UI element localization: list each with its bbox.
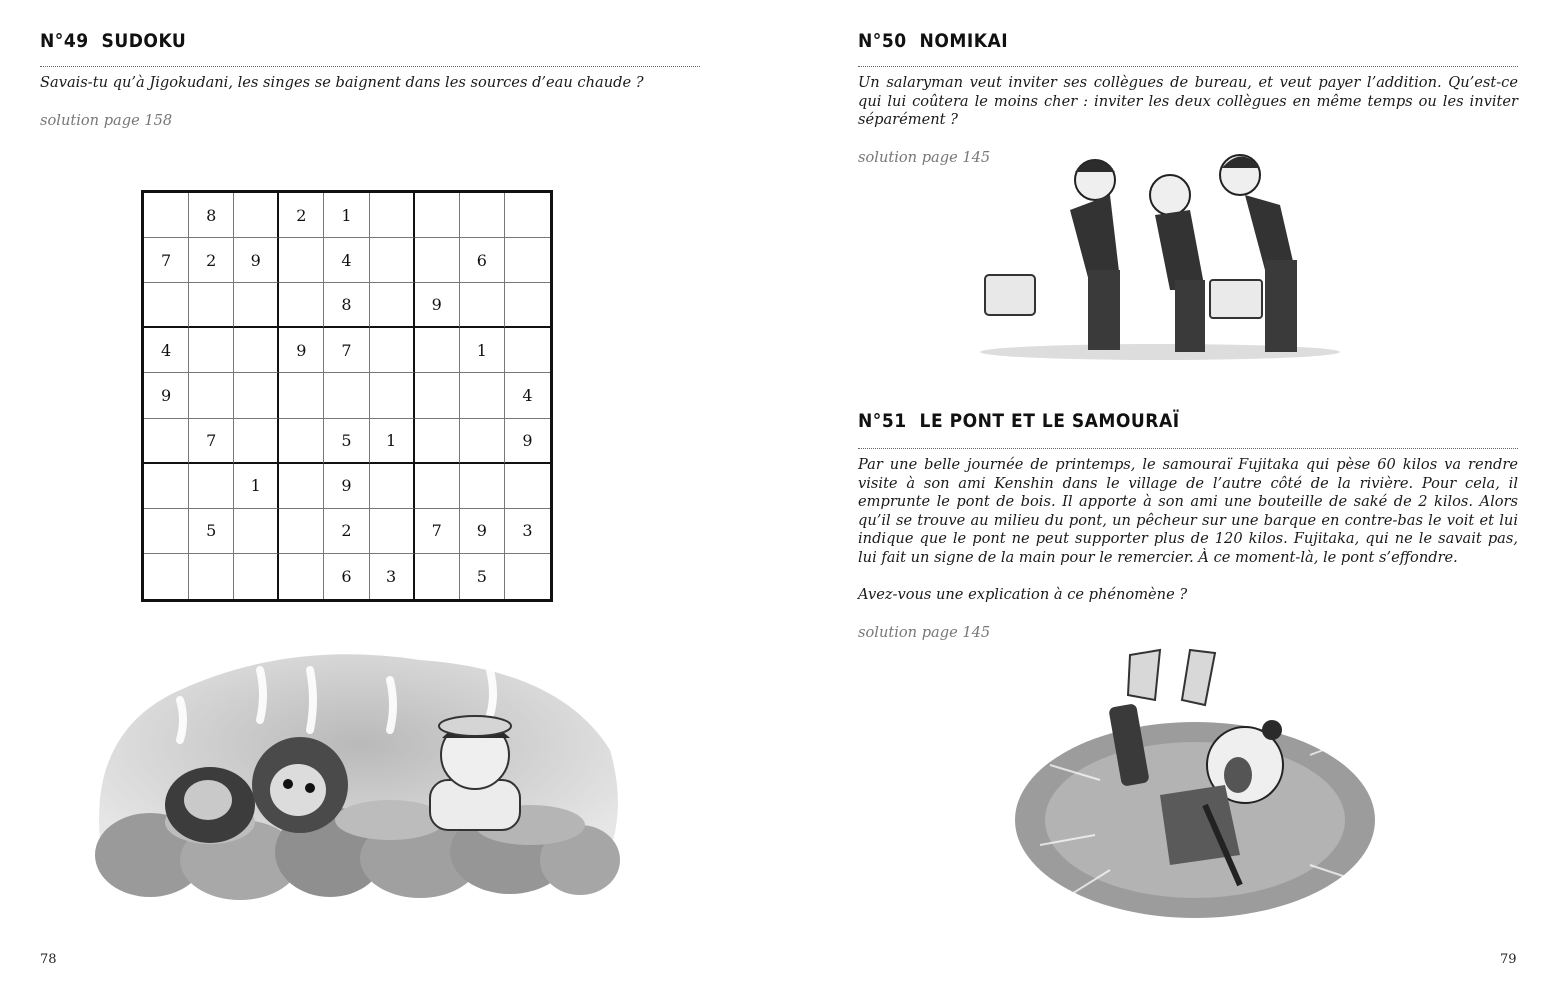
title-divider xyxy=(858,66,1518,67)
sudoku-cell: 9 xyxy=(144,373,189,418)
sudoku-cell: 4 xyxy=(144,328,189,373)
page-number-right: 79 xyxy=(1500,952,1517,967)
sudoku-cell: 1 xyxy=(460,328,505,373)
sudoku-cell: 1 xyxy=(370,419,415,464)
sudoku-cell xyxy=(279,509,324,554)
sudoku-cell xyxy=(370,283,415,328)
sudoku-cell xyxy=(279,238,324,283)
sudoku-cell xyxy=(144,464,189,509)
sudoku-cell xyxy=(505,464,550,509)
sudoku-cell xyxy=(144,554,189,599)
sudoku-cell xyxy=(370,509,415,554)
sudoku-cell xyxy=(460,193,505,238)
sudoku-cell xyxy=(505,283,550,328)
sudoku-cell xyxy=(189,464,234,509)
sudoku-cell xyxy=(279,464,324,509)
puzzle-49-number: N°49 xyxy=(40,30,89,52)
sudoku-cell xyxy=(415,238,460,283)
sudoku-cell xyxy=(189,328,234,373)
sudoku-cell xyxy=(460,283,505,328)
sudoku-cell xyxy=(415,419,460,464)
puzzle-51-text: Par une belle journée de printemps, le samouraï Fujitaka qui pèse 60 kilos va rendre visite à son ami Kenshin dans le village de l’autre côté de la rivière. Pour cela, il emprunte le pont de bois. Il apporte à son ami une bouteille de saké de 2 kilos. Alors qu’il se trouve au milieu du pont, un pêcheur sur une barque en contre-bas le voit et lui indique que le pont ne peut supporter plus de 120 kilos. Fujitaka, qui ne le savait pas, lui fait un signe de la main pour le remercier. À ce moment-là, le pont s’effondre. xyxy=(858,456,1518,566)
sudoku-cell xyxy=(279,373,324,418)
sudoku-cell xyxy=(279,283,324,328)
sudoku-cell: 6 xyxy=(324,554,369,599)
sudoku-cell: 2 xyxy=(279,193,324,238)
title-divider xyxy=(40,66,700,67)
sudoku-cell xyxy=(460,464,505,509)
puzzle-51-solution: solution page 145 xyxy=(858,624,991,641)
sudoku-cell xyxy=(415,328,460,373)
sudoku-cell xyxy=(505,193,550,238)
sudoku-grid xyxy=(141,190,553,602)
sudoku-cell: 1 xyxy=(234,464,279,509)
sudoku-cell: 9 xyxy=(460,509,505,554)
sudoku-cell xyxy=(234,373,279,418)
sudoku-cell xyxy=(234,283,279,328)
sudoku-cell xyxy=(460,373,505,418)
sudoku-cell: 4 xyxy=(324,238,369,283)
sudoku-cell: 2 xyxy=(324,509,369,554)
puzzle-51-number: N°51 xyxy=(858,410,907,432)
puzzle-51-question: Avez-vous une explication à ce phénomène ? xyxy=(858,586,1188,603)
sudoku-cell xyxy=(370,328,415,373)
sudoku-cell: 5 xyxy=(189,509,234,554)
sudoku-cell: 2 xyxy=(189,238,234,283)
sudoku-cell: 5 xyxy=(324,419,369,464)
sudoku-cell xyxy=(189,283,234,328)
sudoku-cell xyxy=(324,373,369,418)
right-page xyxy=(780,0,1559,1000)
sudoku-cell: 7 xyxy=(189,419,234,464)
sudoku-cell xyxy=(370,373,415,418)
puzzle-51-title: LE PONT ET LE SAMOURAÏ xyxy=(919,410,1180,432)
sudoku-cell xyxy=(415,193,460,238)
sudoku-cell: 9 xyxy=(279,328,324,373)
sudoku-cell: 7 xyxy=(144,238,189,283)
sudoku-cell: 6 xyxy=(460,238,505,283)
sudoku-cell: 3 xyxy=(505,509,550,554)
sudoku-cell xyxy=(415,464,460,509)
sudoku-cell: 1 xyxy=(324,193,369,238)
sudoku-cell xyxy=(279,554,324,599)
sudoku-cell xyxy=(415,554,460,599)
sudoku-cell xyxy=(234,554,279,599)
sudoku-cell xyxy=(460,419,505,464)
puzzle-50-solution: solution page 145 xyxy=(858,149,991,166)
left-page xyxy=(0,0,779,1000)
sudoku-cell: 8 xyxy=(189,193,234,238)
sudoku-cell xyxy=(144,509,189,554)
sudoku-cell xyxy=(505,328,550,373)
sudoku-cell xyxy=(370,238,415,283)
sudoku-cell: 5 xyxy=(460,554,505,599)
sudoku-cell xyxy=(189,554,234,599)
sudoku-cell xyxy=(144,283,189,328)
puzzle-49-text: Savais-tu qu’à Jigokudani, les singes se baignent dans les sources d’eau chaude ? xyxy=(40,74,644,91)
sudoku-cell xyxy=(279,419,324,464)
sudoku-cell xyxy=(144,193,189,238)
puzzle-51-heading xyxy=(858,410,1180,432)
puzzle-50-title: NOMIKAI xyxy=(919,30,1009,52)
sudoku-cell xyxy=(370,193,415,238)
puzzle-49-solution: solution page 158 xyxy=(40,112,173,129)
sudoku-cell: 9 xyxy=(415,283,460,328)
sudoku-cell xyxy=(415,373,460,418)
puzzle-50-heading xyxy=(858,30,1008,52)
sudoku-cell xyxy=(234,419,279,464)
sudoku-cell xyxy=(505,554,550,599)
title-divider xyxy=(858,448,1518,449)
sudoku-cell xyxy=(370,464,415,509)
puzzle-49-title: SUDOKU xyxy=(101,30,187,52)
sudoku-cell xyxy=(505,238,550,283)
sudoku-cell: 9 xyxy=(234,238,279,283)
sudoku-cell xyxy=(234,509,279,554)
puzzle-50-number: N°50 xyxy=(858,30,907,52)
hot-spring-monkeys-illustration xyxy=(90,640,630,920)
page-number-left: 78 xyxy=(40,952,57,967)
sudoku-cell xyxy=(144,419,189,464)
sudoku-cell: 7 xyxy=(324,328,369,373)
sudoku-cell: 3 xyxy=(370,554,415,599)
sudoku-cell: 9 xyxy=(324,464,369,509)
sudoku-cell: 7 xyxy=(415,509,460,554)
puzzle-50-text: Un salaryman veut inviter ses collègues de bureau, et veut payer l’addition. Qu’est-ce qui lui coûtera le moins cher : inviter les deux collègues en même temps ou les inviter séparément ? xyxy=(858,74,1518,129)
sudoku-cell xyxy=(234,328,279,373)
bowing-salarymen-illustration xyxy=(970,150,1350,365)
sudoku-cell xyxy=(234,193,279,238)
sudoku-cell: 9 xyxy=(505,419,550,464)
puzzle-49-heading xyxy=(40,30,186,52)
sudoku-cell: 8 xyxy=(324,283,369,328)
falling-samurai-illustration xyxy=(1010,645,1380,920)
sudoku-cell xyxy=(189,373,234,418)
sudoku-cell: 4 xyxy=(505,373,550,418)
